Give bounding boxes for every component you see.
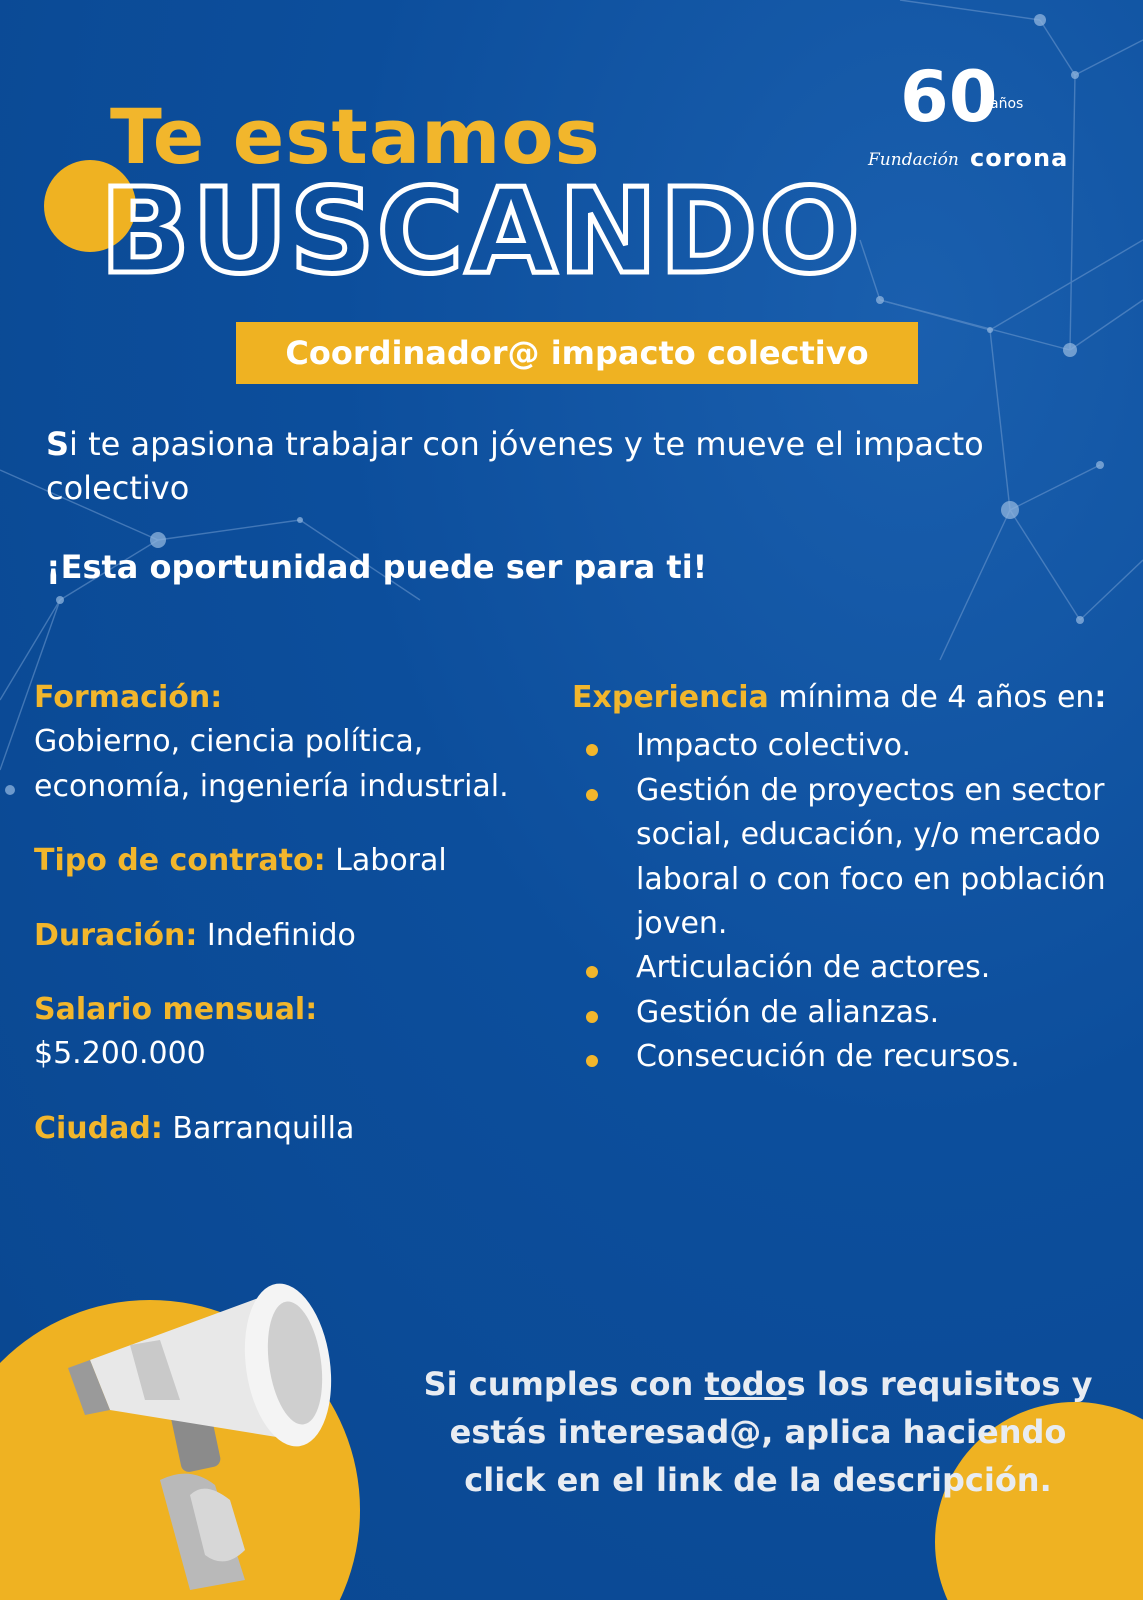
list-item-text: Consecución de recursos. [636,1039,1020,1075]
experience-text: mínima de 4 años en [778,680,1095,715]
bullet-icon [586,1011,598,1023]
headline-line-2: BUSCANDO [100,162,862,300]
duracion-value: Indefinido [206,917,356,953]
headline-line-1: Te estamos [110,92,601,181]
intro-initial: S [46,425,70,463]
bullet-icon [586,789,598,801]
duracion-label: Duración: [34,917,198,953]
fundacion-corona-logo [860,56,1070,177]
intro-text [46,422,1046,510]
experience-label: Experiencia [572,680,769,715]
formacion-block [34,676,534,809]
experience-list [572,724,1112,1079]
duracion-block [34,914,534,958]
list-item-text: Articulación de actores. [636,950,991,986]
logo-years: años [990,96,1024,112]
megaphone-icon [40,1250,410,1590]
ciudad-value: Barranquilla [172,1110,355,1146]
cta-part-2: s los requisitos y estás interesad@, aplica haciendo click en el link de la descripción. [449,1365,1093,1499]
list-item [572,724,1112,768]
formacion-value: Gobierno, ciencia política, economía, ingeniería industrial. [34,724,509,804]
logo-brand: corona [970,144,1069,172]
list-item [572,991,1112,1035]
list-item [572,769,1112,947]
job-details [34,676,534,1181]
call-to-action [408,1360,1108,1504]
contrato-value: Laboral [335,843,447,879]
contrato-label: Tipo de contrato: [34,843,326,879]
cta-underlined: todo [704,1365,787,1403]
logo-number: 60 [900,56,998,138]
contrato-block [34,839,534,883]
logo-foundation: Fundación [868,150,959,170]
cta-part-1: Si cumples con [423,1365,705,1403]
list-item-text: Impacto colectivo. [636,728,911,764]
experience-section [572,676,1112,1080]
list-item-text: Gestión de alianzas. [636,994,940,1030]
bullet-icon [586,744,598,756]
experience-heading [572,676,1112,720]
list-item [572,1035,1112,1079]
intro-body: i te apasiona trabajar con jóvenes y te mueve el impacto colectivo [46,425,984,508]
formacion-label: Formación: [34,680,223,715]
ciudad-block [34,1107,534,1151]
position-badge: Coordinador@ impacto colectivo [236,322,918,384]
bullet-icon [586,966,598,978]
list-item [572,946,1112,990]
salario-value: $5.200.000 [34,1036,206,1072]
list-item-text: Gestión de proyectos en sector social, educación, y/o mercado laboral o con foco en población joven. [636,772,1106,941]
salario-block [34,988,534,1077]
ciudad-label: Ciudad: [34,1110,163,1146]
experience-colon: : [1094,680,1107,715]
opportunity-highlight: ¡Esta oportunidad puede ser para ti! [46,548,708,586]
bullet-icon [586,1055,598,1067]
salario-label: Salario mensual: [34,991,318,1027]
